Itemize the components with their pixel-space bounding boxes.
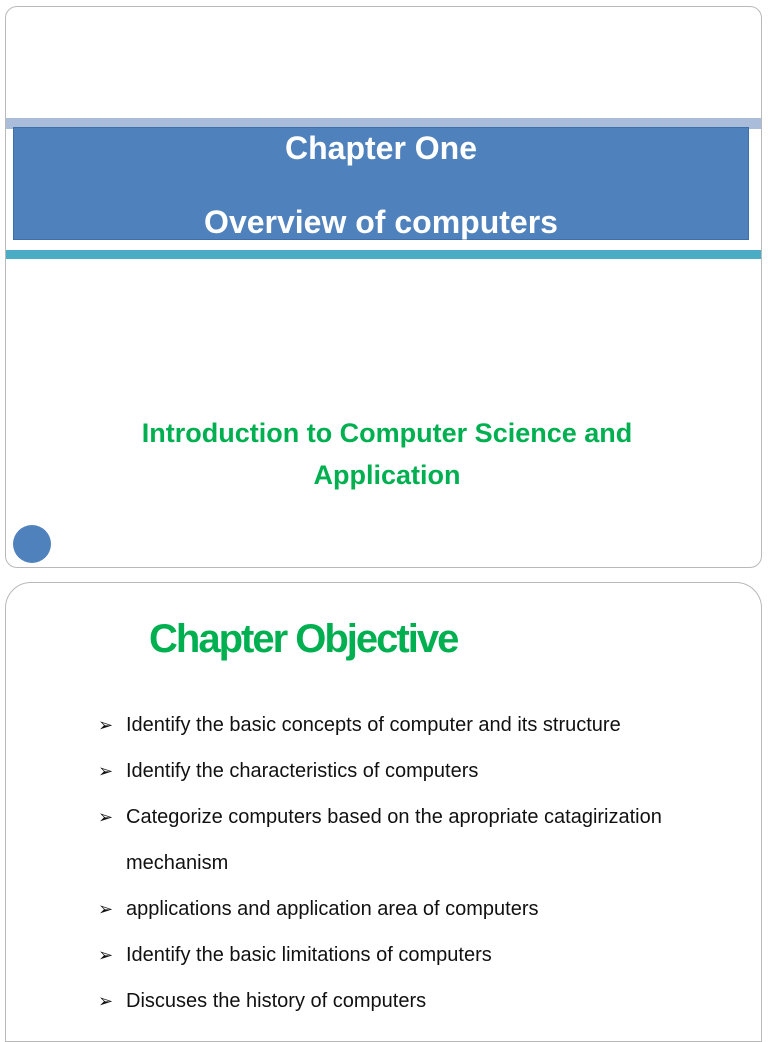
title-bottom-rule (6, 250, 761, 259)
title-slide (5, 6, 762, 568)
list-item-text: Discuses the history of computers (126, 990, 427, 1012)
list-item (98, 794, 738, 886)
objectives-list (98, 702, 738, 1024)
course-subtitle: Introduction to Computer Science and Application (141, 418, 633, 490)
arrow-bullet-icon: ➢ (98, 991, 114, 1011)
list-item (98, 702, 738, 748)
list-item (98, 886, 738, 932)
chapter-title: Chapter One (284, 130, 478, 166)
list-item-text: Identify the basic concepts of computer and its structure (126, 714, 621, 736)
chapter-subtitle: Overview of computers (204, 204, 558, 240)
list-item-text: Identify the basic limitations of computers (126, 944, 492, 966)
arrow-bullet-icon: ➢ (98, 945, 114, 965)
arrow-bullet-icon: ➢ (98, 761, 114, 781)
list-item-text: applications and application area of computers (126, 898, 539, 920)
list-item-text: Identify the characteristics of computers (126, 760, 479, 782)
decorative-circle-icon (13, 525, 51, 563)
arrow-bullet-icon: ➢ (98, 807, 114, 827)
list-item (98, 932, 738, 978)
objectives-title: Chapter Objective (149, 617, 458, 661)
arrow-bullet-icon: ➢ (98, 899, 114, 919)
list-item (98, 748, 738, 794)
objectives-slide (5, 582, 762, 1042)
title-band (13, 127, 749, 240)
list-item-text: Categorize computers based on the apropriate catagirization mechanism (126, 806, 662, 874)
arrow-bullet-icon: ➢ (98, 715, 114, 735)
list-item (98, 978, 738, 1024)
